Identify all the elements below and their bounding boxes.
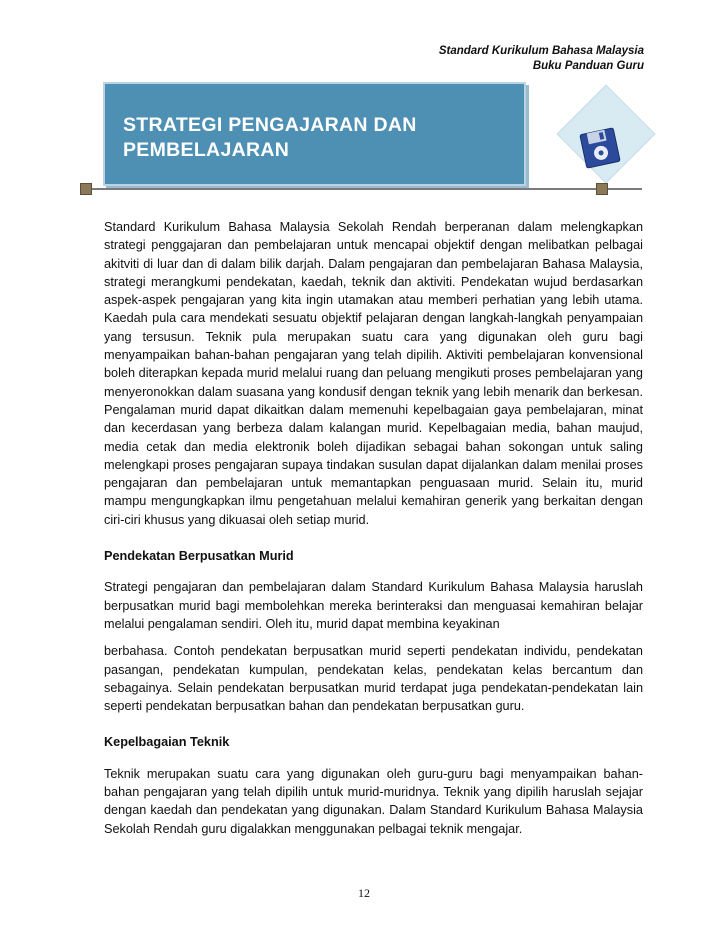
section-title (123, 113, 417, 163)
paragraph-teknik: Teknik merupakan suatu cara yang digunakan oleh guru-guru bagi menyampaikan bahan-bahan pengajaran yang telah dipilih untuk murid-muridnya. Teknik yang dipilih haruslah sejajar dengan kaedah dan pendekatan yang digunakan. Dalam Standard Kurikulum Bahasa Malaysia Sekolah Rendah guru digalakkan menggunakan pelbagai teknik mengajar. (104, 766, 643, 836)
rule-end-right (596, 183, 608, 195)
rule-end-left (80, 183, 92, 195)
section-title-line-1: STRATEGI PENGAJARAN DAN (123, 114, 417, 136)
heading-teknik: Kepelbagaian Teknik (104, 735, 230, 750)
banner-rule (80, 188, 642, 190)
header-title: Standard Kurikulum Bahasa Malaysia (438, 45, 644, 57)
floppy-disk-icon (578, 126, 622, 170)
intro-paragraph: Standard Kurikulum Bahasa Malaysia Sekolah Rendah berperanan dalam melengkapkan strategi penggajaran dan pembelajaran untuk mencapai objektif dengan melibatkan pelbagai akitviti di luar dan di dalam bilik darjah. Dalam pengajaran dan pembelajaran Bahasa Malaysia, strategi merangkumi pendekatan, kaedah, teknik dan aktiviti. Pendekatan wujud berdasarkan aspek-aspek pengajaran yang kita ingin utamakan atau memberi perhatian yang lebih utama. Kaedah pula cara mendekati sesuatu objektif pelajaran dengan langkah-langkah penyampaian yang tersusun. Teknik pula merupakan suatu cara yang digunakan oleh guru bagi menyampaikan bahan-bahan pengajaran yang telah dipilih. Aktiviti pembelajaran konvensional boleh diterapkan kepada murid melalui ruang dan peluang mengikuti proses pembelajaran yang menyeronokkan dalam suasana yang kondusif dengan teknik yang lebih menarik dan berkesan. Pengalaman murid dapat dikaitkan dalam memenuhi kepelbagaian gaya pembelajaran, minat dan kecerdasan yang berbeza dalam kalangan murid. Kepelbagaian media, bahan maujud, media cetak dan media elektronik boleh dijadikan sebagai bahan sokongan untuk saling melengkapi proses pengajaran supaya tindakan susulan dapat dijalankan dalam menilai proses pengajaran dan pembelajaran untuk memantapkan penguasaan murid. Selain itu, murid mampu mengungkapkan ilmu pengetahuan melalui kemahiran generik yang berkaitan dengan ciri-ciri khusus yang dikuasai oleh setiap murid. (104, 220, 643, 527)
paragraph-pendekatan-1: Strategi pengajaran dan pembelajaran dalam Standard Kurikulum Bahasa Malaysia haruslah berpusatkan murid bagi membolehkan mereka berinteraksi dan menguasai kemahiran belajar melalui pengalaman sendiri. Oleh itu, murid dapat membina keyakinan (104, 580, 643, 631)
body-text (104, 218, 643, 851)
section-banner (103, 82, 526, 186)
heading-pendekatan: Pendekatan Berpusatkan Murid (104, 549, 294, 564)
section-title-line-2: PEMBELAJARAN (123, 139, 290, 161)
running-header (439, 44, 644, 74)
paragraph-pendekatan-2: berbahasa. Contoh pendekatan berpusatkan murid seperti pendekatan individu, pendekatan pasangan, pendekatan kumpulan, pendekatan kelas, pendekatan kelas bercantum dan sebagainya. Selain pendekatan berpusatkan murid terdapat juga pendekatan-pendekatan lain seperti pendekatan berpusatkan bahan dan pendekatan berpusatkan guru. (104, 644, 643, 714)
header-subtitle: Buku Panduan Guru (532, 60, 644, 72)
page-number: 12 (358, 886, 370, 900)
